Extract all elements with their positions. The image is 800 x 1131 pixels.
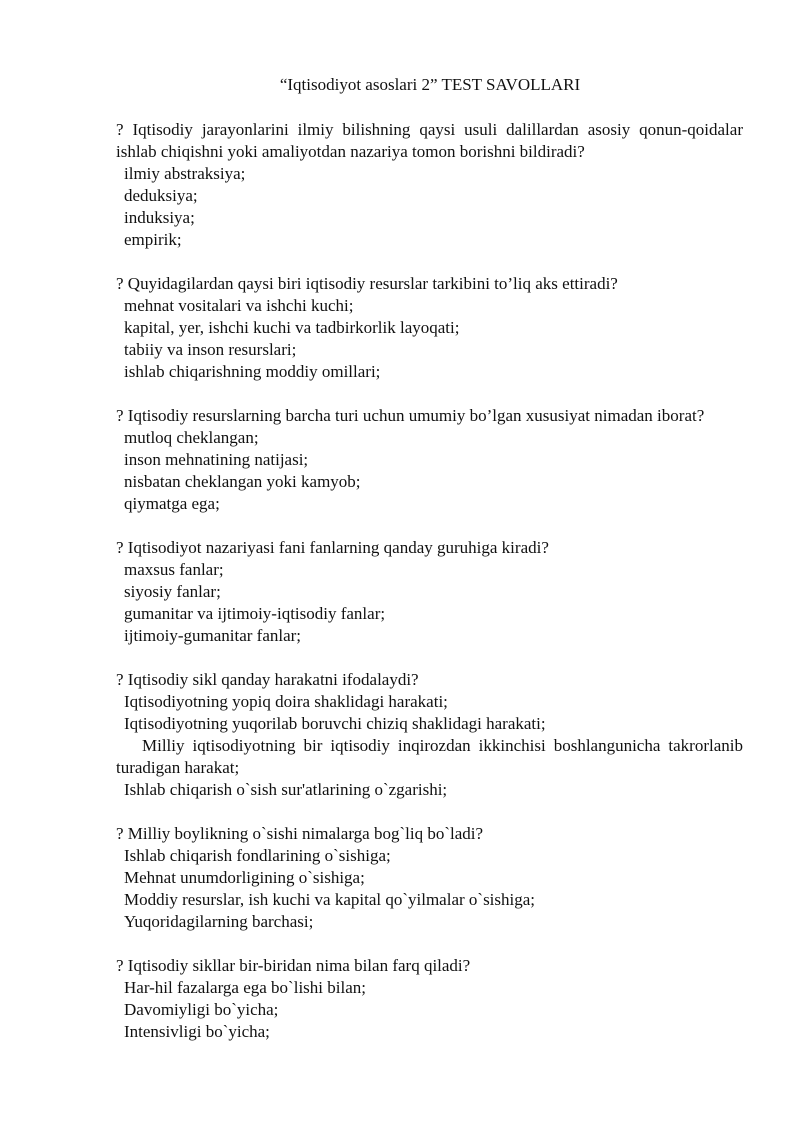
answer-option: mehnat vositalari va ishchi kuchi; xyxy=(124,296,354,315)
question-5 xyxy=(116,669,743,801)
document-title: “Iqtisodiyot asoslari 2” TEST SAVOLLARI xyxy=(279,75,581,94)
answer-option: ilmiy abstraksiya; xyxy=(124,164,246,183)
answer-option: kapital, yer, ishchi kuchi va tadbirkorlik layoqati; xyxy=(124,318,460,337)
answer-option: siyosiy fanlar; xyxy=(124,582,221,601)
answer-option: Mehnat unumdorligining o`sishiga; xyxy=(124,868,365,887)
question-6 xyxy=(116,823,743,933)
answer-option: induksiya; xyxy=(124,208,195,227)
answer-option: Har-hil fazalarga ega bo`lishi bilan; xyxy=(124,978,366,997)
question-text: ? Iqtisodiyot nazariyasi fani fanlarning qanday guruhiga kiradi? xyxy=(116,538,549,557)
answer-option: Milliy iqtisodiyotning bir iqtisodiy inqirozdan ikkinchisi boshlangunicha takrorlanib turadigan harakat; xyxy=(116,736,743,777)
question-text: ? Iqtisodiy resurslarning barcha turi uchun umumiy bo’lgan xususiyat nimadan iborat? xyxy=(116,406,705,425)
answer-option: Ishlab chiqarish fondlarining o`sishiga; xyxy=(124,846,391,865)
answer-option: deduksiya; xyxy=(124,186,198,205)
answer-option: empirik; xyxy=(124,230,182,249)
answer-option: Davomiyligi bo`yicha; xyxy=(124,1000,279,1019)
answer-option: maxsus fanlar; xyxy=(124,560,224,579)
question-text: ? Milliy boylikning o`sishi nimalarga bog`liq bo`ladi? xyxy=(116,824,484,843)
question-1 xyxy=(116,119,743,251)
answer-option: Iqtisodiyotning yuqorilab boruvchi chiziq shaklidagi harakati; xyxy=(124,714,546,733)
answer-option: Iqtisodiyotning yopiq doira shaklidagi harakati; xyxy=(124,692,448,711)
answer-option: gumanitar va ijtimoiy-iqtisodiy fanlar; xyxy=(124,604,386,623)
question-7 xyxy=(116,955,743,1043)
answer-option: Moddiy resurslar, ish kuchi va kapital qo`yilmalar o`sishiga; xyxy=(124,890,536,909)
answer-option: Yuqoridagilarning barchasi; xyxy=(124,912,314,931)
answer-option: tabiiy va inson resurslari; xyxy=(124,340,297,359)
question-3 xyxy=(116,405,743,515)
question-4 xyxy=(116,537,743,647)
question-text: ? Quyidagilardan qaysi biri iqtisodiy resurslar tarkibini to’liq aks ettiradi? xyxy=(116,274,618,293)
question-list xyxy=(116,119,743,1065)
question-text: ? Iqtisodiy jarayonlarini ilmiy bilishning qaysi usuli dalillardan asosiy qonun-qoidalar ishlab chiqishni yoki amaliyotdan nazariya tomon borishni bildiradi? xyxy=(116,120,743,161)
question-text: ? Iqtisodiy sikl qanday harakatni ifodalaydi? xyxy=(116,670,419,689)
answer-option: Ishlab chiqarish o`sish sur'atlarining o`zgarishi; xyxy=(124,780,448,799)
answer-option: inson mehnatining natijasi; xyxy=(124,450,309,469)
answer-option: qiymatga ega; xyxy=(124,494,220,513)
answer-option: mutloq cheklangan; xyxy=(124,428,259,447)
answer-option: Intensivligi bo`yicha; xyxy=(124,1022,270,1041)
answer-option: nisbatan cheklangan yoki kamyob; xyxy=(124,472,361,491)
question-2 xyxy=(116,273,743,383)
question-text: ? Iqtisodiy sikllar bir-biridan nima bilan farq qiladi? xyxy=(116,956,471,975)
answer-option: ishlab chiqarishning moddiy omillari; xyxy=(124,362,381,381)
answer-option: ijtimoiy-gumanitar fanlar; xyxy=(124,626,302,645)
